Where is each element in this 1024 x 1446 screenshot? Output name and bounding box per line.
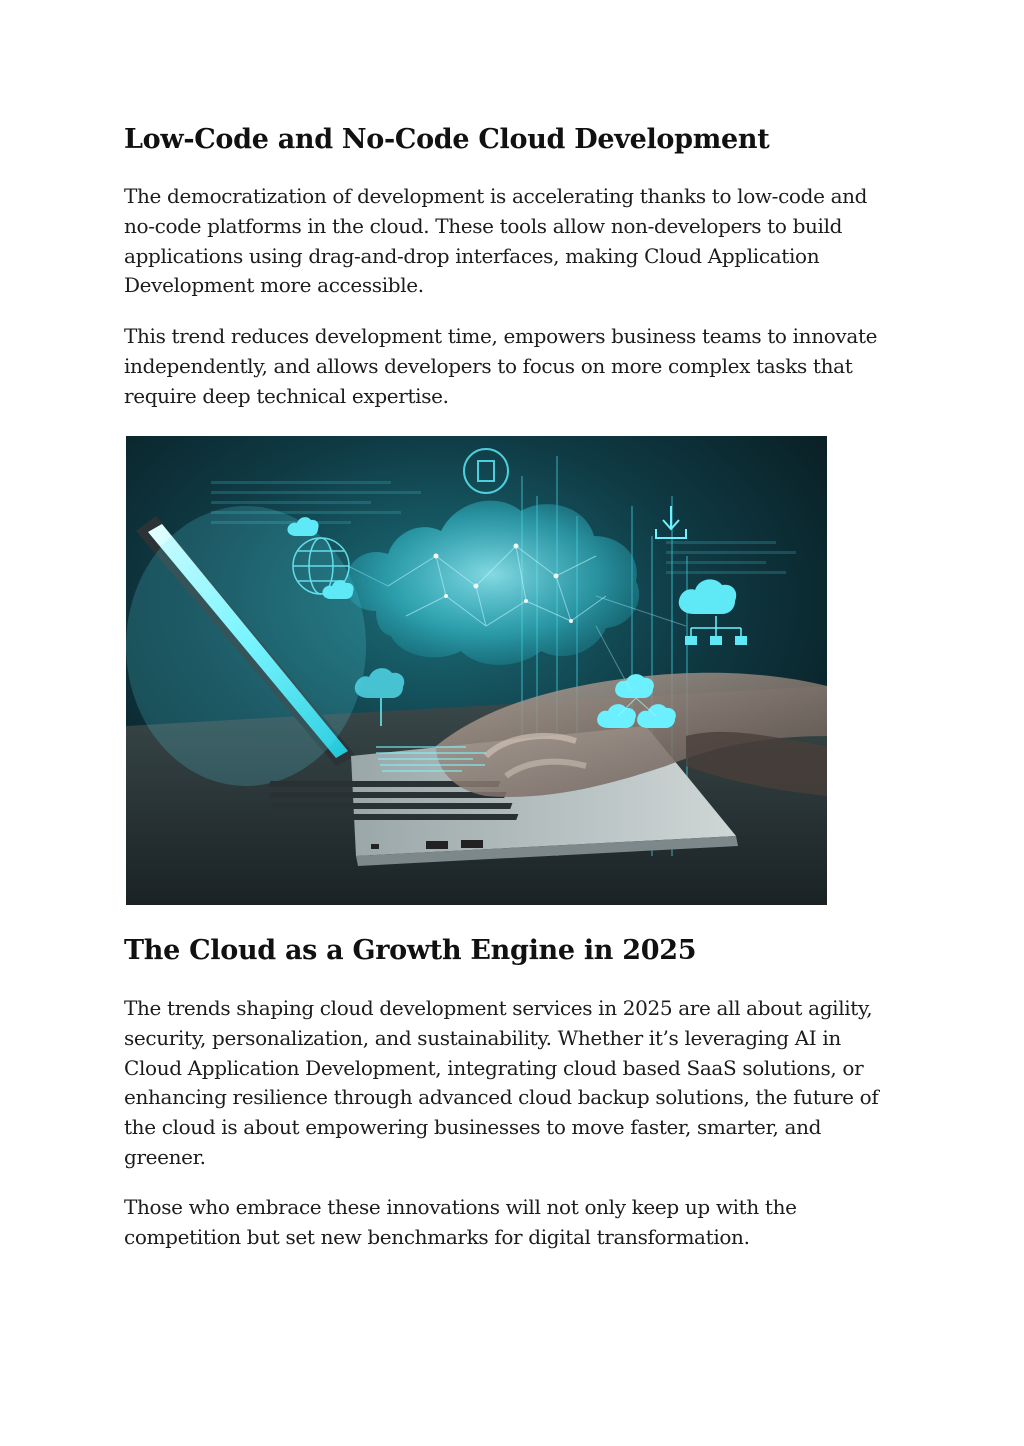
section-heading-low-code: Low-Code and No-Code Cloud Development <box>124 124 770 155</box>
paragraph-growth-conclusion: Those who embrace these innovations will not only keep up with the competition but set new benchmarks for digital transformation. <box>124 1195 797 1249</box>
cloud-computing-laptop-illustration-icon <box>126 436 827 905</box>
paragraph-low-code-benefits: This trend reduces development time, empowers business teams to innovate independently, and allows developers to focus on more complex tasks that require deep technical expertise. <box>124 324 878 408</box>
paragraph-low-code-intro: The democratization of development is accelerating thanks to low-code and no-code platforms in the cloud. These tools allow non-developers to build applications using drag-and-drop interfaces, making Cloud Application Development more accessible. <box>124 184 868 298</box>
section-heading-growth-engine: The Cloud as a Growth Engine in 2025 <box>124 935 697 966</box>
paragraph-growth-trends: The trends shaping cloud development services in 2025 are all about agility, security, personalization, and sustainability. Whether it’s leveraging AI in Cloud Application Development, integrating cloud based SaaS solutions, or enhancing resilience through advanced cloud backup solutions, the future of the cloud is about empowering businesses to move faster, smarter, and greener. <box>124 996 879 1169</box>
cloud-laptop-image <box>126 436 827 905</box>
